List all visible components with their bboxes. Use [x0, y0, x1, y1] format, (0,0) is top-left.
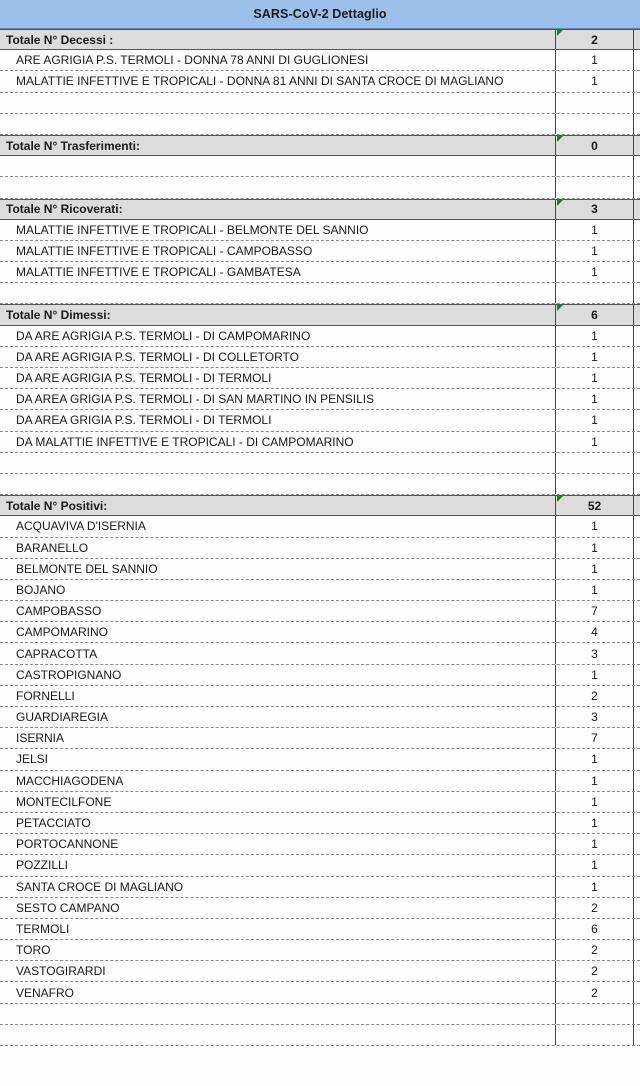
- table-row: [0, 389, 640, 410]
- section-header-row-label[interactable]: Totale N° Ricoverati:: [0, 200, 556, 219]
- section-header-row: [0, 495, 640, 516]
- table-row-empty-cell: [634, 877, 640, 897]
- table-row: [0, 940, 640, 961]
- section-header-row-value[interactable]: 3: [556, 200, 634, 219]
- empty-row-empty-cell: [634, 156, 640, 176]
- empty-row-empty-cell: [634, 177, 640, 197]
- section-header-row-label[interactable]: Totale N° Positivi:: [0, 496, 556, 515]
- empty-row-value[interactable]: [556, 114, 634, 134]
- table-row-label[interactable]: MALATTIE INFETTIVE E TROPICALI - BELMONTE DEL SANNIO: [0, 220, 556, 240]
- empty-row-label[interactable]: [0, 156, 556, 176]
- table-row-value[interactable]: 1: [556, 241, 634, 261]
- table-row-value[interactable]: 7: [556, 728, 634, 748]
- table-row: [0, 368, 640, 389]
- empty-row-empty-cell: [634, 283, 640, 303]
- table-row: [0, 707, 640, 728]
- table-row-label[interactable]: DA ARE AGRIGIA P.S. TERMOLI - DI CAMPOMARINO: [0, 326, 556, 346]
- empty-row-value[interactable]: [556, 177, 634, 197]
- table-row-empty-cell: [634, 940, 640, 960]
- table-row-label[interactable]: TERMOLI: [0, 919, 556, 939]
- table-row: [0, 601, 640, 622]
- table-row: [0, 813, 640, 834]
- empty-row-empty-cell: [634, 474, 640, 494]
- empty-row-label[interactable]: [0, 1004, 556, 1024]
- table-row: [0, 71, 640, 92]
- table-row-label[interactable]: SANTA CROCE DI MAGLIANO: [0, 877, 556, 897]
- empty-row-label[interactable]: [0, 1025, 556, 1045]
- table-row-value[interactable]: 1: [556, 410, 634, 430]
- table-row: [0, 855, 640, 876]
- table-row: [0, 919, 640, 940]
- table-row-empty-cell: [634, 516, 640, 536]
- table-row-empty-cell: [634, 580, 640, 600]
- table-row-empty-cell: [634, 432, 640, 452]
- table-row-value[interactable]: 1: [556, 516, 634, 536]
- empty-row-empty-cell: [634, 114, 640, 134]
- table-row-empty-cell: [634, 368, 640, 388]
- table-row-value[interactable]: 1: [556, 368, 634, 388]
- empty-row-label[interactable]: [0, 474, 556, 494]
- table-row-label[interactable]: DA AREA GRIGIA P.S. TERMOLI - DI SAN MARTINO IN PENSILIS: [0, 389, 556, 409]
- table-row-value[interactable]: 1: [556, 538, 634, 558]
- section-header-row-empty-cell: [634, 136, 640, 155]
- table-row: [0, 961, 640, 982]
- table-row-label[interactable]: ISERNIA: [0, 728, 556, 748]
- table-row-empty-cell: [634, 622, 640, 642]
- table-row-value[interactable]: 1: [556, 855, 634, 875]
- section-header-row: [0, 135, 640, 156]
- table-row: [0, 665, 640, 686]
- empty-row: [0, 283, 640, 304]
- section-header-row-value[interactable]: 0: [556, 136, 634, 155]
- table-row: [0, 538, 640, 559]
- table-row-value[interactable]: 1: [556, 665, 634, 685]
- table-row: [0, 326, 640, 347]
- table-row-empty-cell: [634, 538, 640, 558]
- table-row-value[interactable]: 1: [556, 792, 634, 812]
- section-header-row-label[interactable]: Totale N° Decessi :: [0, 30, 556, 49]
- table-row-empty-cell: [634, 601, 640, 621]
- table-row-label[interactable]: JELSI: [0, 749, 556, 769]
- table-row-empty-cell: [634, 262, 640, 282]
- table-row-label[interactable]: ARE AGRIGIA P.S. TERMOLI - DONNA 78 ANNI DI GUGLIONESI: [0, 50, 556, 70]
- table-row-value[interactable]: 2: [556, 982, 634, 1002]
- table-row-label[interactable]: VASTOGIRARDI: [0, 961, 556, 981]
- section-header-row-empty-cell: [634, 200, 640, 219]
- table-row-empty-cell: [634, 898, 640, 918]
- empty-row-label[interactable]: [0, 177, 556, 197]
- empty-row-value[interactable]: [556, 453, 634, 473]
- empty-row-label[interactable]: [0, 453, 556, 473]
- table-row: [0, 432, 640, 453]
- table-row: [0, 559, 640, 580]
- empty-row: [0, 1004, 640, 1025]
- table-row-label[interactable]: CASTROPIGNANO: [0, 665, 556, 685]
- table-row: [0, 749, 640, 770]
- table-row-label[interactable]: FORNELLI: [0, 686, 556, 706]
- table-row-empty-cell: [634, 326, 640, 346]
- section-header-row-value[interactable]: 2: [556, 30, 634, 49]
- empty-row-label[interactable]: [0, 93, 556, 113]
- empty-row-value[interactable]: [556, 1004, 634, 1024]
- section-header-row: [0, 29, 640, 50]
- table-row-empty-cell: [634, 961, 640, 981]
- section-header-row-value[interactable]: 6: [556, 305, 634, 324]
- table-row-label[interactable]: CAPRACOTTA: [0, 643, 556, 663]
- table-row-label[interactable]: MALATTIE INFETTIVE E TROPICALI - DONNA 81 ANNI DI SANTA CROCE DI MAGLIANO: [0, 71, 556, 91]
- table-row-label[interactable]: DA ARE AGRIGIA P.S. TERMOLI - DI TERMOLI: [0, 368, 556, 388]
- table-row: [0, 347, 640, 368]
- table-row: [0, 50, 640, 71]
- empty-row: [0, 474, 640, 495]
- table-row: [0, 686, 640, 707]
- table-row-empty-cell: [634, 410, 640, 430]
- table-row-empty-cell: [634, 834, 640, 854]
- table-row-empty-cell: [634, 919, 640, 939]
- empty-row: [0, 93, 640, 114]
- table-row-value[interactable]: 6: [556, 919, 634, 939]
- table-row-value[interactable]: 1: [556, 220, 634, 240]
- table-row-value[interactable]: 1: [556, 834, 634, 854]
- table-row-empty-cell: [634, 220, 640, 240]
- table-row-label[interactable]: DA AREA GRIGIA P.S. TERMOLI - DI TERMOLI: [0, 410, 556, 430]
- empty-row: [0, 453, 640, 474]
- table-row-empty-cell: [634, 665, 640, 685]
- table-row-value[interactable]: 2: [556, 940, 634, 960]
- table-row: [0, 580, 640, 601]
- table-row-label[interactable]: PETACCIATO: [0, 813, 556, 833]
- table-row: [0, 982, 640, 1003]
- table-row: [0, 834, 640, 855]
- table-row-value[interactable]: 1: [556, 580, 634, 600]
- table-row-label[interactable]: POZZILLI: [0, 855, 556, 875]
- table-row-empty-cell: [634, 50, 640, 70]
- table-row: [0, 262, 640, 283]
- table-row-value[interactable]: 1: [556, 262, 634, 282]
- table-row-value[interactable]: 2: [556, 961, 634, 981]
- detail-table: [0, 29, 640, 1046]
- table-row-empty-cell: [634, 813, 640, 833]
- table-row-label[interactable]: TORO: [0, 940, 556, 960]
- empty-row-label[interactable]: [0, 114, 556, 134]
- table-row: [0, 877, 640, 898]
- table-row-value[interactable]: 1: [556, 71, 634, 91]
- table-row-label[interactable]: BELMONTE DEL SANNIO: [0, 559, 556, 579]
- table-row-value[interactable]: 1: [556, 50, 634, 70]
- table-row-value[interactable]: 1: [556, 877, 634, 897]
- section-header-row-value[interactable]: 52: [556, 496, 634, 515]
- table-row: [0, 728, 640, 749]
- table-row-empty-cell: [634, 643, 640, 663]
- table-row-value[interactable]: 7: [556, 601, 634, 621]
- table-row: [0, 516, 640, 537]
- table-row: [0, 771, 640, 792]
- section-header-row-label[interactable]: Totale N° Trasferimenti:: [0, 136, 556, 155]
- table-row-label[interactable]: VENAFRO: [0, 982, 556, 1002]
- table-row-label[interactable]: MALATTIE INFETTIVE E TROPICALI - CAMPOBASSO: [0, 241, 556, 261]
- empty-row-empty-cell: [634, 453, 640, 473]
- table-row-label[interactable]: MALATTIE INFETTIVE E TROPICALI - GAMBATESA: [0, 262, 556, 282]
- empty-row: [0, 114, 640, 135]
- table-row: [0, 643, 640, 664]
- sheet-title: SARS-CoV-2 Dettaglio: [0, 0, 640, 29]
- table-row-label[interactable]: GUARDIAREGIA: [0, 707, 556, 727]
- table-row-label[interactable]: CAMPOMARINO: [0, 622, 556, 642]
- table-row-empty-cell: [634, 707, 640, 727]
- table-row-label[interactable]: MONTECILFONE: [0, 792, 556, 812]
- table-row-empty-cell: [634, 982, 640, 1002]
- section-header-row-empty-cell: [634, 305, 640, 324]
- table-row-value[interactable]: 3: [556, 643, 634, 663]
- table-row: [0, 220, 640, 241]
- table-row-empty-cell: [634, 686, 640, 706]
- table-row: [0, 622, 640, 643]
- table-row: [0, 241, 640, 262]
- table-row-value[interactable]: 4: [556, 622, 634, 642]
- empty-row-label[interactable]: [0, 283, 556, 303]
- empty-row-empty-cell: [634, 1025, 640, 1045]
- section-header-row-empty-cell: [634, 30, 640, 49]
- empty-row: [0, 1025, 640, 1046]
- section-header-row: [0, 304, 640, 325]
- table-row-empty-cell: [634, 728, 640, 748]
- section-header-row-empty-cell: [634, 496, 640, 515]
- table-row-label[interactable]: ACQUAVIVA D'ISERNIA: [0, 516, 556, 536]
- table-row-value[interactable]: 1: [556, 771, 634, 791]
- table-row-label[interactable]: BARANELLO: [0, 538, 556, 558]
- empty-row: [0, 177, 640, 198]
- table-row-value[interactable]: 1: [556, 326, 634, 346]
- table-row-label[interactable]: PORTOCANNONE: [0, 834, 556, 854]
- table-row-empty-cell: [634, 559, 640, 579]
- table-row-value[interactable]: 1: [556, 813, 634, 833]
- table-row-empty-cell: [634, 347, 640, 367]
- table-row: [0, 792, 640, 813]
- table-row-value[interactable]: 1: [556, 559, 634, 579]
- table-row-value[interactable]: 1: [556, 347, 634, 367]
- empty-row-value[interactable]: [556, 283, 634, 303]
- table-row-empty-cell: [634, 71, 640, 91]
- empty-row-empty-cell: [634, 1004, 640, 1024]
- empty-row-value[interactable]: [556, 474, 634, 494]
- table-row-label[interactable]: CAMPOBASSO: [0, 601, 556, 621]
- table-row-value[interactable]: 3: [556, 707, 634, 727]
- section-header-row: [0, 199, 640, 220]
- empty-row: [0, 156, 640, 177]
- empty-row-value[interactable]: [556, 93, 634, 113]
- table-row-label[interactable]: DA MALATTIE INFETTIVE E TROPICALI - DI CAMPOMARINO: [0, 432, 556, 452]
- table-row-label[interactable]: MACCHIAGODENA: [0, 771, 556, 791]
- table-row-value[interactable]: 2: [556, 898, 634, 918]
- table-row: [0, 410, 640, 431]
- section-header-row-label[interactable]: Totale N° Dimessi:: [0, 305, 556, 324]
- table-row-label[interactable]: DA ARE AGRIGIA P.S. TERMOLI - DI COLLETORTO: [0, 347, 556, 367]
- table-row-value[interactable]: 1: [556, 389, 634, 409]
- table-row-label[interactable]: BOJANO: [0, 580, 556, 600]
- empty-row-value[interactable]: [556, 1025, 634, 1045]
- table-row-value[interactable]: 2: [556, 686, 634, 706]
- table-row: [0, 898, 640, 919]
- table-row-empty-cell: [634, 749, 640, 769]
- empty-row-value[interactable]: [556, 156, 634, 176]
- table-row-empty-cell: [634, 241, 640, 261]
- table-row-label[interactable]: SESTO CAMPANO: [0, 898, 556, 918]
- table-row-value[interactable]: 1: [556, 749, 634, 769]
- table-row-empty-cell: [634, 771, 640, 791]
- table-row-empty-cell: [634, 792, 640, 812]
- table-row-value[interactable]: 1: [556, 432, 634, 452]
- table-row-empty-cell: [634, 389, 640, 409]
- table-row-empty-cell: [634, 855, 640, 875]
- empty-row-empty-cell: [634, 93, 640, 113]
